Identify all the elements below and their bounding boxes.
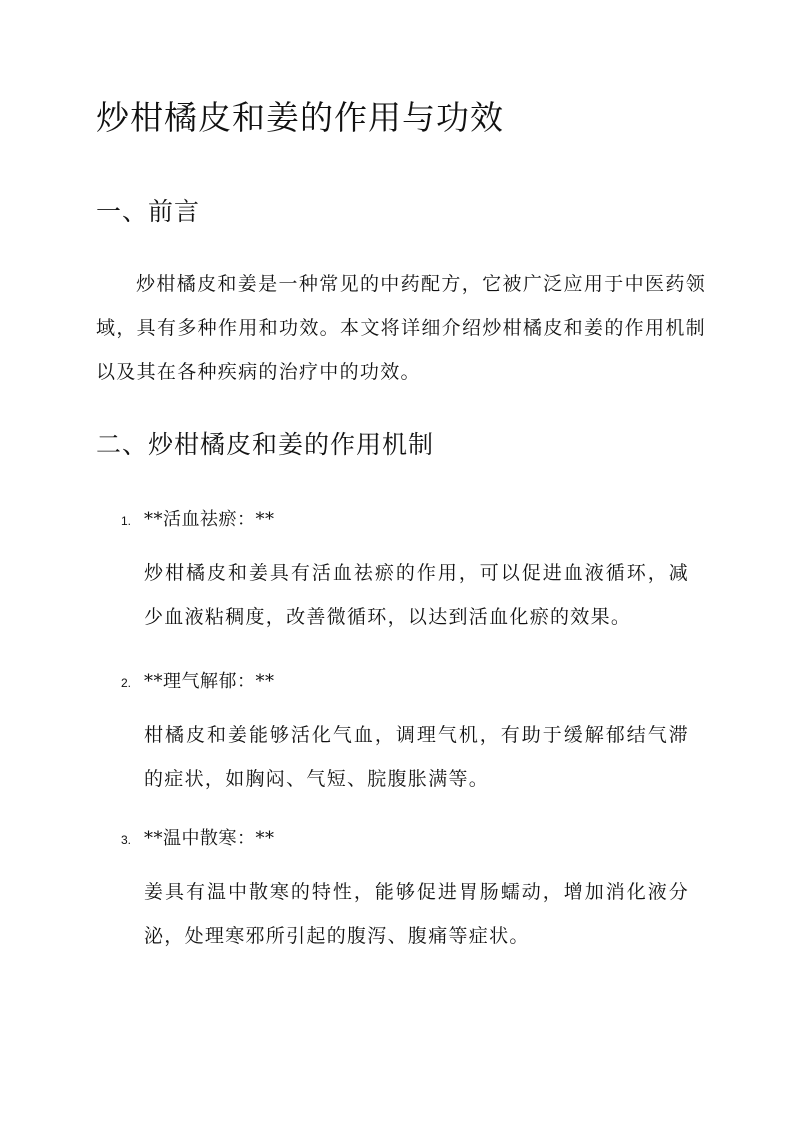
list-item-header	[96, 507, 706, 537]
list-item-number: 1.	[121, 514, 132, 528]
list-item-header	[96, 826, 706, 856]
list-item-body: 炒柑橘皮和姜具有活血祛瘀的作用，可以促进血液循环，减少血液粘稠度，改善微循环，以达到活血化瘀的效果。	[144, 562, 689, 628]
list-item-label: **温中散寒：**	[144, 828, 275, 849]
page-title: 炒柑橘皮和姜的作用与功效	[96, 98, 504, 137]
list-item-number: 3.	[121, 833, 132, 847]
list-item-body: 柑橘皮和姜能够活化气血，调理气机，有助于缓解郁结气滞的症状，如胸闷、气短、脘腹胀满等。	[144, 724, 689, 790]
list-item	[96, 507, 706, 639]
list-item-body: 姜具有温中散寒的特性，能够促进胃肠蠕动，增加消化液分泌，处理寒邪所引起的腹泻、腹痛等症状。	[144, 881, 689, 947]
list-item	[96, 826, 706, 958]
preface-paragraph: 炒柑橘皮和姜是一种常见的中药配方，它被广泛应用于中医药领域，具有多种作用和功效。本文将详细介绍炒柑橘皮和姜的作用机制以及其在各种疾病的治疗中的功效。	[96, 273, 706, 383]
list-item-number: 2.	[121, 676, 132, 690]
section-heading-mechanism: 二、炒柑橘皮和姜的作用机制	[96, 430, 435, 459]
list-item-label: **理气解郁：**	[144, 671, 275, 692]
section-heading-preface: 一、前言	[96, 197, 201, 226]
list-item-header	[96, 669, 706, 699]
list-item-label: **活血祛瘀：**	[144, 509, 275, 530]
list-item	[96, 669, 706, 801]
